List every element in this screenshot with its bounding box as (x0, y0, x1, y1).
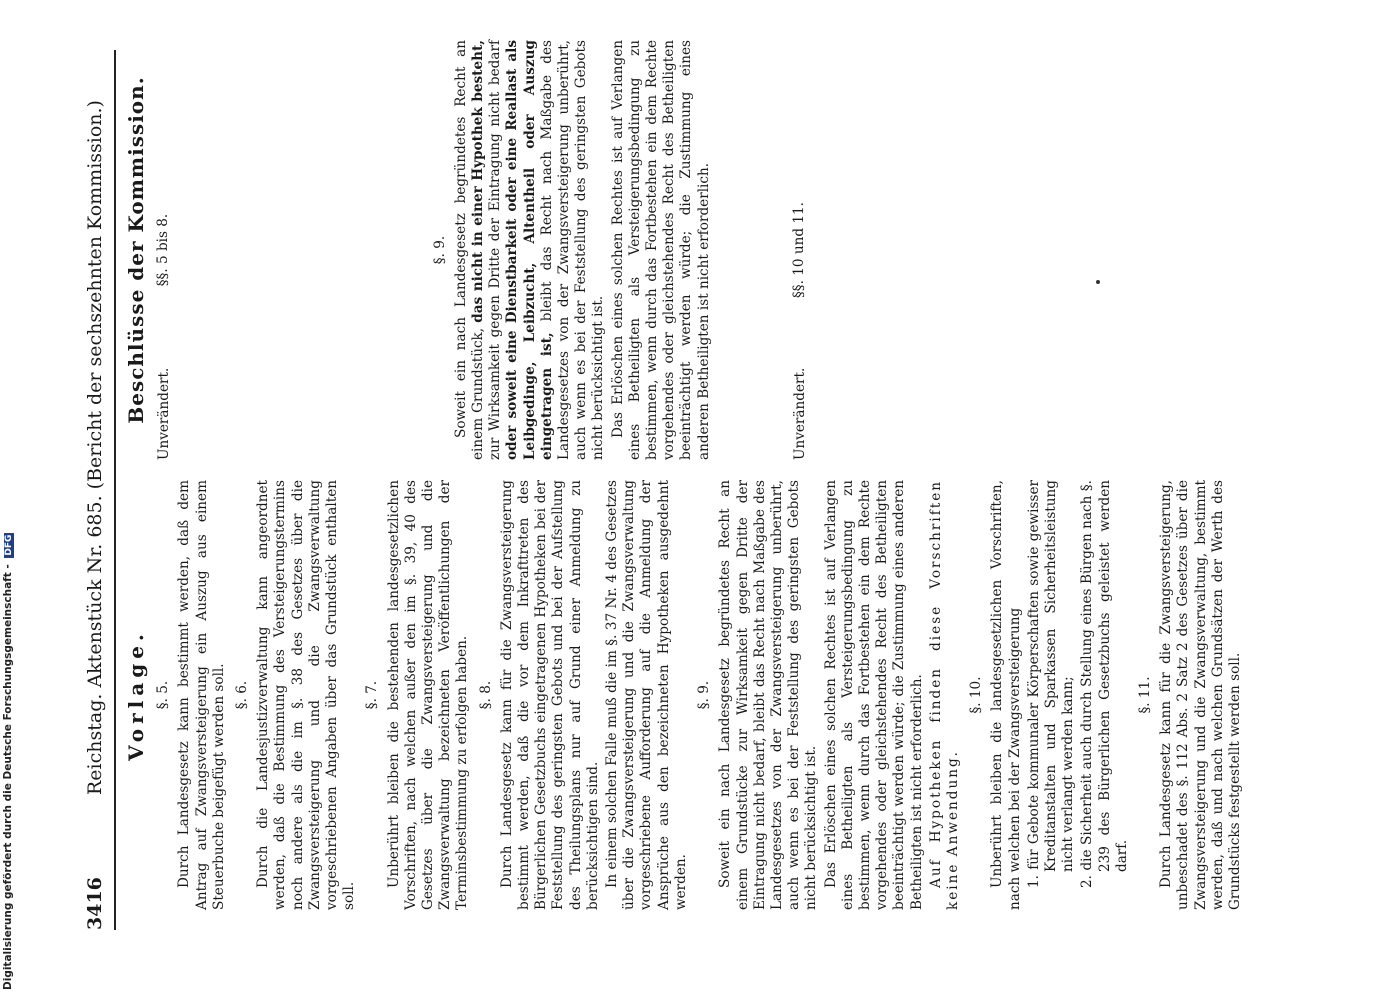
section-title: §§. 5 bis 8. (155, 213, 172, 287)
paragraph: Soweit ein nach Landesgesetz begründetes Recht an einem Grundstücke zur Wirksamkeit gegen Dritte der Eintragung nicht bedarf, bleibt das Recht nach Maßgabe des Landesgesetzes von der Zwangsversteigerung unberührt, auch wenn es bei der Feststellung des geringsten Gebots nicht berücksichtigt ist. (717, 480, 820, 910)
amendment-text: das nicht in einer Hypothek besteht, (470, 40, 487, 323)
paragraph: In einem solchen Falle muß die im §. 37 Nr. 4 des Gesetzes über die Zwangsversteigerung und die Zwangsverwaltung vorgeschriebene Aufforderung auf die Anmeldung der Ansprüche aus den bezeichneten Hypotheken ausgedehnt werden. (604, 480, 689, 910)
page-header (80, 50, 116, 930)
section-title: §. 6. (234, 680, 251, 710)
text-run: bleibt das Recht nach Maßgabe des Landesgesetzes von der Zwangsversteigerung unberührt, auch wenn es bei der Feststellung des geringsten Gebots nicht berücksichtigt ist. (538, 40, 607, 460)
section-title: §. 9. (696, 680, 713, 710)
left-column (122, 480, 1246, 910)
header-title: Reichstag. Aktenstück Nr. 685. (Bericht der sechszehnten Kommission.) (84, 100, 106, 795)
enumerated-list (1026, 480, 1131, 888)
section-title: §. 8. (477, 680, 494, 710)
paragraph: Das Erlöschen eines solchen Rechtes ist auf Verlangen eines Betheiligten als Versteigerungsbedingung zu bestimmen, wenn durch das Fortbestehen ein dem Rechte vorgehendes oder gleichstehendes Recht des Betheiligten beeinträchtigt werden würde; die Zustimmung eines anderen Betheiligten ist nicht erforderlich. (609, 40, 712, 460)
dfg-logo: DFG (4, 534, 14, 556)
list-item: 1. für Gebote kommunaler Körperschaften sowie gewisser Kreditanstalten und Sparkassen Sicherheitsleistung nicht verlangt werden kann; (1025, 480, 1077, 888)
left-heading: Vorlage. (124, 629, 148, 761)
text-run: zur Wirksamkeit gegen Dritte der Eintragung nicht bedarf (487, 40, 504, 460)
list-item: 2. die Sicherheit auch durch Stellung eines Bürgen nach §. 239 des Bürgerlichen Gesetzbuchs geleistet werden darf. (1079, 480, 1130, 888)
ink-speck (1096, 280, 1100, 284)
paragraph: Das Erlöschen eines solchen Rechtes ist auf Verlangen eines Betheiligten als Versteigerungsbedingung zu bestimmen, wenn durch das Fortbestehen ein dem Rechte vorgehendes oder gleichstehendes Recht des Betheiligten beeinträchtigt werden würde; die Zustimmung eines anderen Betheiligten ist nicht erforderlich. (822, 480, 925, 910)
section-title: §. 7. (364, 680, 381, 710)
right-heading: Beschlüsse der Kommission. (124, 76, 148, 424)
paragraph (453, 40, 608, 460)
section-title: §. 10. (968, 676, 985, 714)
paragraph: Unberührt bleiben die bestehenden landesgesetzlichen Vorschriften, nach welchen außer den im §. 39, 40 des Gesetzes über die Zwangsversteigerung und die Zwangsverwaltung bezeichneten Veröffentlichungen der Terminsbestimmung zu erfolgen haben. (385, 480, 471, 910)
paragraph: Auf Hypotheken finden diese Vorschriften keine Anwendung. (927, 480, 961, 910)
text-run: Soweit ein nach Landesgesetz begründetes Recht an einem Grundstück, (452, 40, 487, 460)
section-title: §. 9. (431, 235, 448, 265)
right-column (122, 40, 811, 460)
paragraph: Unverändert. (156, 367, 173, 460)
paragraph: Durch Landesgesetz kann für die Zwangsversteigerung, unbeschadet des §. 112 Abs. 2 Satz 2 des Gesetzes über die Zwangsversteigerung und die Zwangsverwaltung, bestimmt werden, daß und nach welchen Grundsätzen der Werth des Grundstücks festgestellt werden soll. (1158, 480, 1243, 910)
paragraph: Unverändert. (792, 367, 809, 460)
section-title: §. 5. (155, 680, 172, 710)
funding-text: Digitalisierung gefördert durch die Deutsche Forschungsgemeinschaft (2, 572, 14, 990)
paragraph: Durch die Landesjustizverwaltung kann angeordnet werden, daß die Bestimmung des Versteigerungstermins noch andere als die im §. 38 des Gesetzes über die Zwangsversteigerung und die Zwangsverwaltung vorgeschriebenen Angaben über das Grundstück enthalten soll. (255, 480, 358, 910)
section-title: §. 11. (1136, 676, 1153, 714)
paragraph: Unberührt bleiben die landesgesetzlichen Vorschriften, nach welchen bei der Zwangsversteigerung (989, 480, 1023, 910)
paragraph: Durch Landesgesetz kann bestimmt werden, daß dem Antrag auf Zwangsversteigerung ein Auszug aus einem Steuerbuche beigefügt werden soll. (176, 480, 227, 910)
page-number: 3416 (84, 877, 106, 930)
paragraph: Durch Landesgesetz kann für die Zwangsversteigerung bestimmt werden, daß die vor dem Inkrafttreten des Bürgerlichen Gesetzbuchs eingetragenen Hypotheken bei der Feststellung des geringsten Gebots und bei der Aufstellung des Theilungsplans nur auf Grund einer Anmeldung zu berücksichtigen sind. (498, 480, 601, 910)
section-title: §§. 10 und 11. (790, 202, 807, 299)
amendment-text: oder soweit eine Dienstbarkeit oder eine Reallast als Leibgedinge, Leibzucht, Altentheil oder Auszug eingetragen ist, (504, 40, 555, 460)
funding-note: Digitalisierung gefördert durch die Deutsche Forschungsgemeinschaft - DFG (2, 534, 14, 990)
